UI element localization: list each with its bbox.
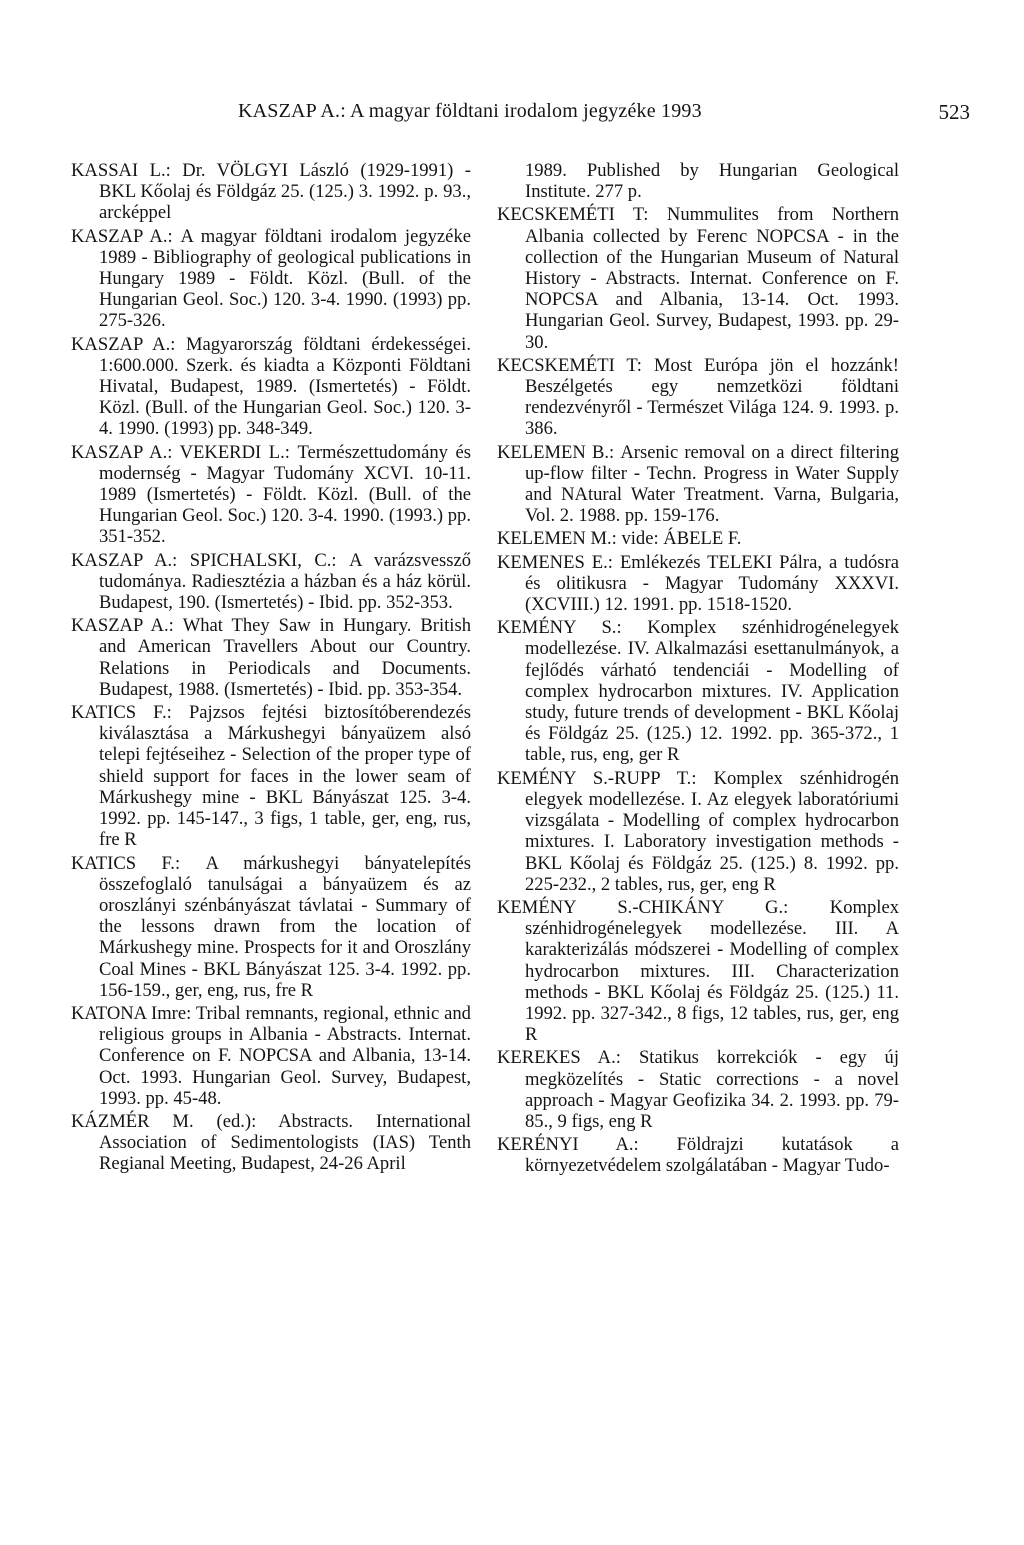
bibliography-entry: [497, 1134, 899, 1176]
bibliography-entry: [497, 1047, 899, 1132]
right-column: [497, 160, 899, 1179]
entry-text: Földrajzi kutatások a környezetvédelem szolgálatában - Magyar Tudo-: [525, 1134, 899, 1177]
left-column: [71, 160, 471, 1177]
bibliography-entry: [71, 853, 471, 1001]
entry-text: Magyarország földtani érdekességei. 1:600.000. Szerk. és kiadta a Központi Földtani Hivatal, Budapest, 1989. (Ismertetés) - Földt. Közl. (Bull. of the Hungarian Geol. Soc.) 120. 3-4. 1990. (1993) pp. 348-349.: [99, 333, 471, 440]
entry-text: Emlékezés TELEKI Pálra, a tudósra és olitikusra - Magyar Tudomány XXXVI. (XCVIII.) 12. 1991. pp. 1518-1520.: [525, 551, 899, 616]
entry-author: KECSKEMÉTI T:: [497, 204, 667, 226]
entry-author: KATICS F.:: [71, 702, 189, 724]
entry-author: KATICS F.:: [71, 852, 206, 874]
entry-author: KÁZMÉR M.: [71, 1110, 217, 1132]
entry-text: Természettudomány és modernség - Magyar Tudomány XCVI. 10-11. 1989 (Ismertetés) - Földt. Közl. (Bull. of the Hungarian Geol. Soc.) 120. 3-4. 1990. (1993.) pp. 351-352.: [99, 441, 471, 548]
bibliography-entry: [71, 334, 471, 440]
entry-author: KERÉNYI A.:: [497, 1134, 677, 1156]
bibliography-entry: [71, 1111, 471, 1175]
bibliography-entry: [71, 550, 471, 614]
bibliography-entry: [71, 615, 471, 700]
entry-author: KEREKES A.:: [497, 1047, 639, 1069]
entry-text: (ed.): Abstracts. International Association of Sedimentologists (IAS) Tenth Regianal Meeting, Budapest, 24-26 April: [99, 1110, 471, 1175]
entry-author: KASZAP A.: VEKERDI L.:: [71, 441, 298, 463]
bibliography-entry: [497, 528, 899, 549]
bibliography-entry: [497, 768, 899, 895]
entry-author: KELEMEN B.:: [497, 441, 621, 463]
bibliography-entry: [497, 897, 899, 1045]
page-number: 523: [938, 100, 970, 124]
entry-text: A márkushegyi bányatelepítés összefoglaló tanulságai a bányaüzem és az oroszlányi szénbányászat távlatai - Summary of the lessons drawn from the location of Márkushegy mine. Prospects for it and Oroszlány Coal Mines - BKL Bányászat 125. 3-4. 1992. pp. 156-159., ger, eng, rus, fre R: [99, 852, 471, 1001]
entry-author: KASZAP A.:: [71, 225, 181, 247]
entry-author: KECSKEMÉTI T:: [497, 354, 654, 376]
bibliography-entry: [497, 442, 899, 527]
entry-author: KASSAI L.:: [71, 160, 183, 181]
entry-text: Komplex szénhidrogén elegyek modellezése. I. Az elegyek laboratóriumi vizsgálata - Modelling of complex hydrocarbon mixtures. I. Laboratory investigation methods - BKL Kőolaj és Földgáz 25. (125.) 8. 1992. pp. 225-232., 2 tables, rus, ger, eng R: [525, 767, 900, 895]
entry-text: Komplex szénhidrogénelegyek modellezése. III. A karakterizálás módszerei - Modelling of complex hydrocarbon mixtures. III. Characterization methods - BKL Kőolaj és Földgáz 25. (125.) 11. 1992. pp. 327-342., 8 figs, 12 tables, rus, ger, eng R: [525, 896, 899, 1046]
entry-author: KEMÉNY S.-RUPP T.:: [497, 767, 714, 789]
bibliography-entry: [497, 617, 899, 765]
entry-text: Pajzsos fejtési biztosítóberendezés kiválasztása a Márkushegyi bányaüzem alsó telepi fejtéseihez - Selection of the proper type of shield support for faces in the lower seam of Márkushegy mine - BKL Bányászat 125. 3-4. 1992. pp. 145-147., 3 figs, 1 table, ger, eng, rus, fre R: [99, 702, 471, 851]
entry-author: KATONA: [71, 1002, 151, 1024]
bibliography-entry: [71, 442, 471, 548]
bibliography-entry: [71, 226, 471, 332]
entry-author: KASZAP A.: SPICHALSKI, C.:: [71, 549, 350, 571]
entry-author: KASZAP A.:: [71, 615, 183, 637]
entry-text: Most Európa jön el hozzánk! Beszélgetés egy nemzetközi földtani rendezvényről - Természet Világa 124. 9. 1993. p. 386.: [525, 354, 899, 440]
bibliography-entry: [71, 160, 471, 224]
entry-text: Dr. VÖLGYI László (1929-1991) - BKL Kőolaj és Földgáz 25. (125.) 3. 1992. p. 93., arcképpel: [99, 160, 471, 224]
page-header: [70, 100, 970, 130]
entry-text: Komplex szénhidrogénelegyek modellezése. IV. Alkalmazási esettanulmányok, a fejlődés várható tendenciái - Modelling of complex hydrocarbon mixtures. IV. Application study, future trends of development - BKL Kőolaj és Földgáz 25. (125.) 12. 1992. pp. 365-372., 1 table, rus, eng, ger R: [525, 617, 899, 766]
running-title: KASZAP A.: A magyar földtani irodalom jegyzéke 1993: [238, 100, 702, 122]
entry-author: KEMÉNY S.-CHIKÁNY G.:: [497, 896, 830, 918]
entry-author: KEMÉNY S.:: [497, 617, 648, 639]
entry-text: A magyar földtani irodalom jegyzéke 1989 - Bibliography of geological publications in Hungary 1989 - Földt. Közl. (Bull. of the Hungarian Geol. Soc.) 120. 3-4. 1990. (1993) pp. 275-326.: [99, 225, 471, 332]
entry-text: Arsenic removal on a direct filtering up-flow filter - Techn. Progress in Water Supply and NAtural Water Treatment. Varna, Bulgaria, Vol. 2. 1988. pp. 159-176.: [525, 441, 899, 527]
bibliography-entry: [497, 355, 899, 440]
entry-text: A varázsvessző tudománya. Radiesztézia a házban és a ház körül. Budapest, 190. (Ismertetés) - Ibid. pp. 352-353.: [99, 549, 471, 614]
entry-text: Statikus korrekciók - egy új megközelítés - Static corrections - a novel approach - Magyar Geofizika 34. 2. 1993. pp. 79-85., 9 figs, eng R: [525, 1047, 899, 1132]
bibliography-entry: [71, 1003, 471, 1109]
entry-continuation: 1989. Published by Hungarian Geological Institute. 277 p.: [525, 160, 899, 203]
entry-text: What They Saw in Hungary. British and American Travellers About our Country. Relations in Periodicals and Documents. Budapest, 1988. (Ismertetés) - Ibid. pp. 353-354.: [99, 615, 471, 700]
bibliography-entry: [497, 552, 899, 616]
entry-text: vide: ÁBELE F.: [621, 528, 742, 550]
bibliography-entry: [497, 204, 899, 352]
entry-author: KASZAP A.:: [71, 333, 187, 355]
entry-text: Nummulites from Northern Albania collected by Ferenc NOPCSA - in the collection of the Hungarian Museum of Natural History - Abstracts. Internat. Conference on F. NOPCSA and Albania, 13-14. Oct. 1993. Hungarian Geol. Survey, Budapest, 1993. pp. 29-30.: [525, 204, 899, 353]
entry-author: KELEMEN M.:: [497, 528, 622, 550]
bibliography-entry: [71, 702, 471, 850]
entry-text: Imre: Tribal remnants, regional, ethnic and religious groups in Albania - Abstracts. Internat. Conference on F. NOPCSA and Albania, 13-14. Oct. 1993. Hungarian Geol. Survey, Budapest, 1993. pp. 45-48.: [99, 1002, 471, 1109]
entry-author: KEMENES E.:: [497, 551, 620, 573]
